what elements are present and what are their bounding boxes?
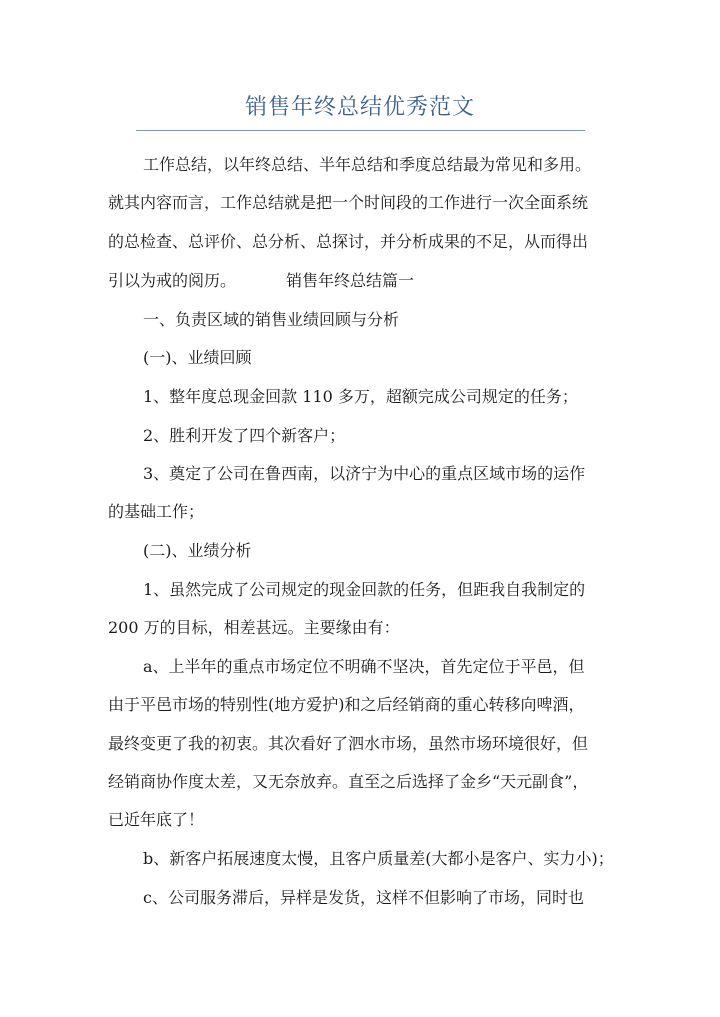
list-item-continuation: 经销商协作度太差，又无奈放弃。直至之后选择了金乡“天元副食”， bbox=[108, 772, 589, 791]
list-item: 1、整年度总现金回款 110 多万，超额完成公司规定的任务； bbox=[143, 387, 578, 406]
section-heading: 一、负责区域的销售业绩回顾与分析 bbox=[143, 310, 400, 329]
subsection-heading: (一)、业绩回顾 bbox=[143, 348, 252, 367]
subsection-heading: (二)、业绩分析 bbox=[143, 541, 252, 560]
paragraph-line-with-heading bbox=[108, 271, 414, 291]
list-item: b、新客户拓展速度太慢，且客户质量差(大都小是客户、实力小)； bbox=[143, 849, 614, 868]
list-item: c、公司服务滞后，异样是发货，这样不但影响了市场，同时也 bbox=[143, 888, 584, 907]
title-underline bbox=[136, 130, 585, 131]
paragraph-line: 就其内容而言，工作总结就是把一个时间段的工作进行一次全面系统 bbox=[108, 193, 589, 212]
list-item-continuation: 最终变更了我的初衷。其次看好了泗水市场，虽然市场环境很好，但 bbox=[108, 734, 589, 753]
paragraph-line: 工作总结，以年终总结、半年总结和季度总结最为常见和多用。 bbox=[143, 155, 592, 174]
list-item-continuation: 的基础工作； bbox=[108, 502, 205, 521]
list-item-continuation: 已近年底了！ bbox=[108, 810, 205, 829]
document-title: 销售年终总结优秀范文 bbox=[244, 95, 475, 120]
paragraph-line: 的总检查、总评价、总分析、总探讨，并分析成果的不足，从而得出 bbox=[108, 232, 589, 251]
list-item: 2、胜利开发了四个新客户； bbox=[143, 426, 346, 445]
list-item: 3、奠定了公司在鲁西南，以济宁为中心的重点区域市场的运作 bbox=[143, 464, 586, 483]
paragraph-line: 引以为戒的阅历。 bbox=[108, 271, 237, 290]
list-item-continuation: 200 万的目标，相差甚远。主要缘由有： bbox=[108, 618, 400, 637]
list-item: a、上半年的重点市场定位不明确不坚决，首先定位于平邑，但 bbox=[143, 657, 585, 676]
list-item: 1、虽然完成了公司规定的现金回款的任务，但距我自我制定的 bbox=[143, 580, 586, 599]
section-heading: 销售年终总结篇一 bbox=[286, 271, 415, 290]
list-item-continuation: 由于平邑市场的特别性(地方爱护)和之后经销商的重心转移向啤酒， bbox=[108, 695, 585, 714]
